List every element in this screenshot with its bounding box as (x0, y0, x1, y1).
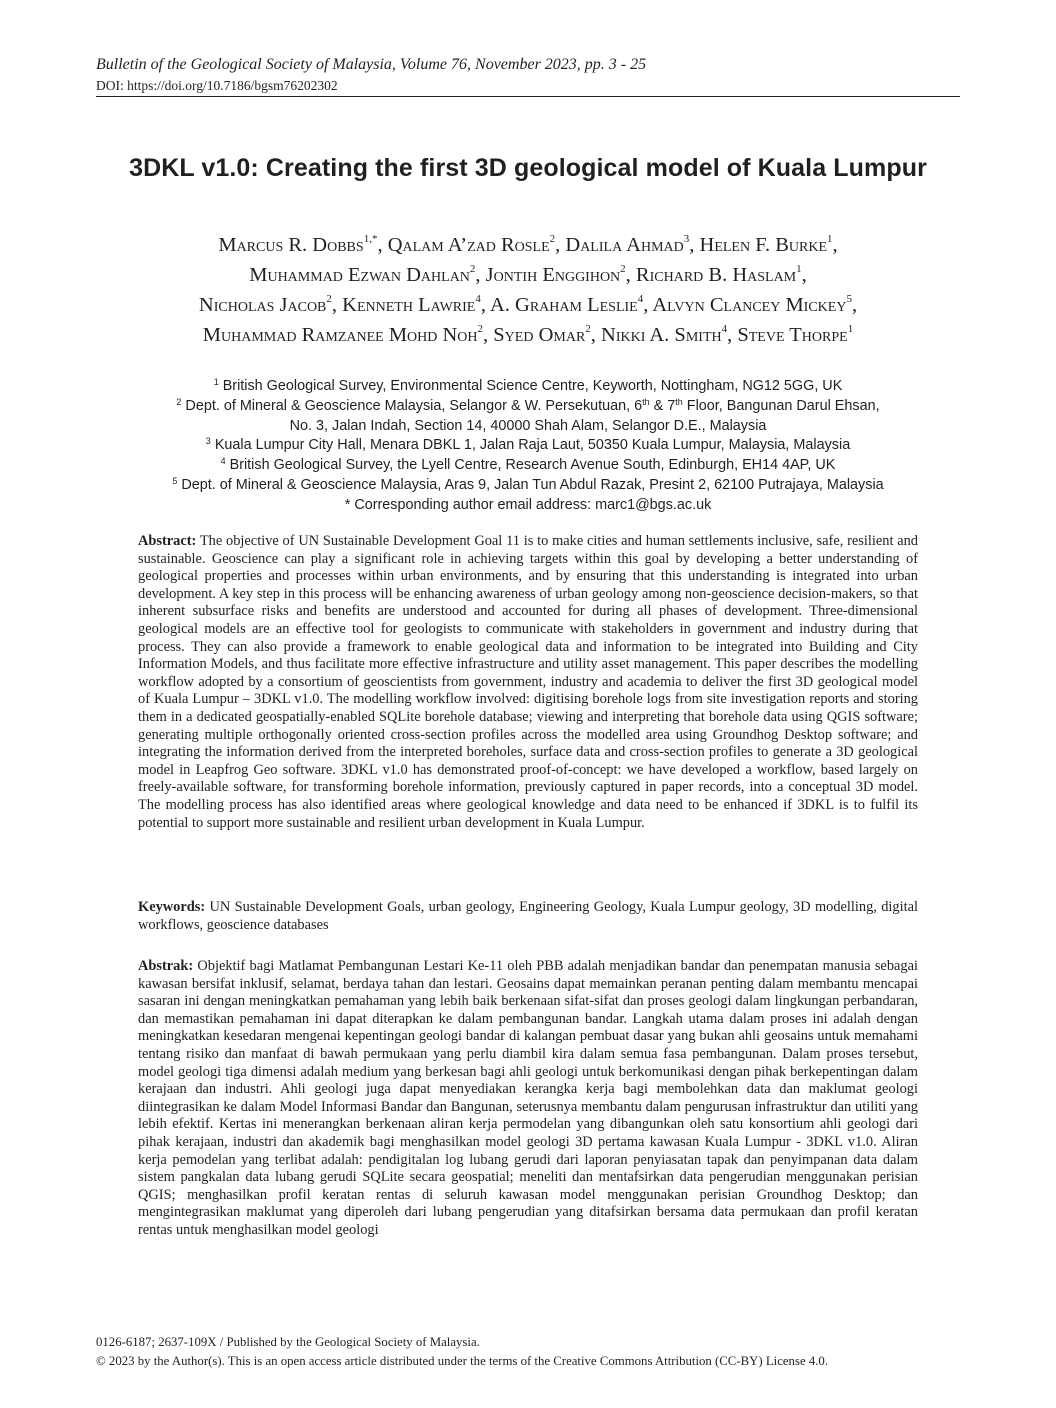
author-name: A. Graham Leslie$^4$ (489, 293, 644, 316)
author-affiliation-marker: 2 (585, 323, 591, 335)
author-name: Nicholas Jacob$^2$ (198, 293, 332, 316)
author-affiliation-marker: 5 (846, 293, 852, 305)
abstrak-text: Objektif bagi Matlamat Pembangunan Lestari Ke-11 oleh PBB adalah menjadikan bandar dan penempatan manusia sebagai kawasan bersifat inklusif, selamat, berdaya tahan dan lestari. Geosains dapat memainkan peranan penting dalam membantu mencapai sasaran ini dengan meningkatkan pemahaman yang lebih baik berkenaan sifat-sifat dan proses geologi dalam lingkungan perbandaran, dan memastikan pemahaman ini dapat diterapkan ke dalam pembangunan bandar. Langkah utama dalam proses ini adalah dengan meningkatkan kesedaran mengenai kepentingan geologi bandar di kalangan pembuat dasar yang bukan ahli geosains untuk memahami tentang risiko dan manfaat di bawah permukaan yang perlu diambil kira dalam semua fasa pembangunan. Dalam proses tersebut, model geologi tiga dimensi adalah medium yang berkesan bagi ahli geologi untuk berkomunikasi dengan pihak berkepentingan dalam kerajaan dan industri. Ahli geologi juga dapat menyediakan kerangka kerja bagi membolehkan data dan maklumat geologi diintegrasikan ke dalam Model Informasi Bandar dan Bangunan, seterusnya membantu dalam pengurusan infrastruktur dan utiliti yang lebih efektif. Kertas ini menerangkan berkenaan aliran kerja permodelan yang dibangunkan oleh satu konsortium ahli geologi dari pihak kerajaan, industri dan akademik bagi menghasilkan model geologi 3D pertama kawasan Kuala Lumpur - 3DKL v1.0. Aliran kerja pemodelan yang terlibat adalah: pendigitalan log lubang gerudi dari laporan penyiasatan tapak dan penyimpanan data dalam sistem pangkalan data lubang gerudi SQLite secara geospatial; meneliti dan mentafsirkan data pengerudian menggunakan perisian QGIS; menghasilkan profil keratan rentas di seluruh kawasan model menggunakan perisian Groundhog Desktop; dan mengintegrasikan maklumat yang diperoleh dari lubang pengerudian yang ditafsirkan bersama data permukaan dan profil keratan rentas untuk menghasilkan model geologi (138, 958, 918, 1238)
keywords-text: UN Sustainable Development Goals, urban geology, Engineering Geology, Kuala Lumpur geology, 3D modelling, digital workflows, geoscience databases (138, 899, 919, 933)
author-name: Qalam A’zad Rosle$^2$ (387, 233, 556, 256)
abstract-english (138, 533, 918, 832)
keywords (138, 899, 918, 934)
author-name: Dalila Ahmad$^3$ (565, 233, 690, 256)
author-affiliation-marker: 2 (620, 263, 626, 275)
author-name: Alvyn Clancey Mickey$^5$ (652, 293, 852, 316)
author-affiliation-marker: 4 (475, 293, 481, 305)
author-affiliation-marker: 3 (683, 233, 690, 245)
license-notice: © 2023 by the Author(s). This is an open access article distributed under the terms of the Creative Commons Attribution (CC-BY) License 4.0. (96, 1353, 829, 1368)
author-name: Muhammad Ezwan Dahlan$^2$ (249, 263, 476, 286)
corresponding-author: * Corresponding author email address: marc1@bgs.ac.uk (344, 496, 712, 513)
abstrak-label: Abstrak: (138, 958, 194, 974)
journal-citation: Bulletin of the Geological Society of Malaysia, Volume 76, November 2023, pp. 3 - 25 (96, 56, 647, 73)
author-affiliation-marker: 1,* (363, 233, 378, 245)
author-name: Syed Omar$^2$ (493, 323, 591, 346)
author-name: Helen F. Burke$^1$ (699, 233, 833, 256)
author-list: Marcus R. Dobbs$^{1,*}$, Qalam A’zad Rosle$^2$, Dalila Ahmad$^3$, Helen F. Burke$^1$, Muhammad Ezwan Dahlan$^2$, Jontih Enggihon$^2$, Richard B. Haslam$^1$, Nicholas Jacob$^2$, Kenneth Lawrie$^4$, A. Graham Leslie$^4$, Alvyn Clancey Mickey$^5$, Muhammad Ramzanee Mohd Noh$^2$, Syed Omar$^2$, Nikki A. Smith$^4$, Steve Thorpe$^1$ (198, 233, 858, 346)
doi-link[interactable]: DOI: https://doi.org/10.7186/bgsm76202302 (96, 78, 338, 93)
author-affiliation-marker: 1 (827, 233, 833, 245)
author-name: Steve Thorpe$^1$ (737, 323, 854, 346)
author-affiliation-marker: 2 (326, 293, 332, 305)
affiliation-4: $^4$ British Geological Survey, the Lyell Centre, Research Avenue South, Edinburgh, EH14 4AP, UK (220, 456, 836, 474)
affiliation-3: $^3$ Kuala Lumpur City Hall, Menara DBKL 1, Jalan Raja Laut, 50350 Kuala Lumpur, Malaysia, Malaysia (205, 436, 851, 454)
abstract-text: The objective of UN Sustainable Development Goal 11 is to make cities and human settlements inclusive, safe, resilient and sustainable. Geoscience can play a significant role in achieving targets within this goal by developing a better understanding of geological properties and processes within urban environments, and by ensuring that this understanding is integrated into urban development. A key step in this process will be enhancing awareness of urban geology among non-geoscience decision-makers, so that inherent subsurface risks and benefits are understood and accounted for during all phases of development. Three-dimensional geological models are an effective tool for geologists to communicate with stakeholders in government and industry during that process. They can also provide a framework to enable geological data and information to be integrated into Building and City Information Models, and thus facilitate more effective infrastructure and utility asset management. This paper describes the modelling workflow adopted by a consortium of geoscientists from government, industry and academia to deliver the first 3D geological model of Kuala Lumpur – 3DKL v1.0. The modelling workflow involved: digitising borehole logs from site investigation reports and storing them in a dedicated geospatially-enabled SQLite borehole database; viewing and interpreting that borehole data using QGIS software; generating multiple orthogonally oriented cross-section profiles across the modelled area using Groundhog Desktop software; and integrating the information derived from the interpreted boreholes, surface data and cross-section profiles to generate a 3D geological model in Leapfrog Geo software. 3DKL v1.0 has demonstrated proof-of-concept: we have developed a workflow, based largely on freely-available software, for transforming borehole information, previously captured in paper records, into a conceptual 3D model. The modelling process has also identified areas where geological knowledge and data need to be enhanced if 3DKL is to fulfil its potential to support more sustainable and resilient urban development in Kuala Lumpur. (138, 533, 919, 831)
keywords-label: Keywords: (138, 899, 206, 915)
author-name: Nikki A. Smith$^4$ (601, 323, 728, 346)
author-affiliation-marker: 2 (469, 263, 476, 275)
author-affiliation-marker: 1 (847, 323, 854, 335)
abstract-label: Abstract: (138, 533, 197, 549)
paper-title: 3DKL v1.0: Creating the first 3D geological model of Kuala Lumpur (129, 154, 927, 182)
issn-publisher: 0126-6187; 2637-109X / Published by the Geological Society of Malaysia. (96, 1335, 480, 1349)
affiliation-5: $^5$ Dept. of Mineral & Geoscience Malaysia, Aras 9, Jalan Tun Abdul Razak, Presint 2, 62100 Putrajaya, Malaysia (172, 475, 884, 493)
footer (96, 1333, 828, 1370)
author-affiliation-marker: 2 (477, 323, 484, 335)
author-name: Muhammad Ramzanee Mohd Noh$^2$ (202, 323, 484, 346)
author-affiliation-marker: 2 (549, 233, 556, 245)
affiliation-1: $^1$ British Geological Survey, Environmental Science Centre, Keyworth, Nottingham, NG12 5GG, UK (213, 377, 843, 394)
author-name: Marcus R. Dobbs$^{1,*}$ (218, 233, 378, 256)
affiliation-2: $^2$ Dept. of Mineral & Geoscience Malaysia, Selangor & W. Persekutuan, 6th & 7th Floor, Bangunan Darul Ehsan, (176, 396, 880, 414)
author-affiliation-marker: 4 (637, 293, 644, 305)
header-divider (96, 96, 960, 97)
affiliation-2-address: No. 3, Jalan Indah, Section 14, 40000 Shah Alam, Selangor D.E., Malaysia (289, 417, 767, 434)
author-name: Jontih Enggihon$^2$ (485, 263, 626, 286)
author-name: Richard B. Haslam$^1$ (635, 263, 802, 286)
author-affiliation-marker: 4 (721, 323, 728, 335)
affiliations (80, 377, 976, 516)
abstract-malay (138, 958, 918, 1240)
author-affiliation-marker: 1 (796, 263, 802, 275)
author-name: Kenneth Lawrie$^4$ (342, 293, 481, 316)
